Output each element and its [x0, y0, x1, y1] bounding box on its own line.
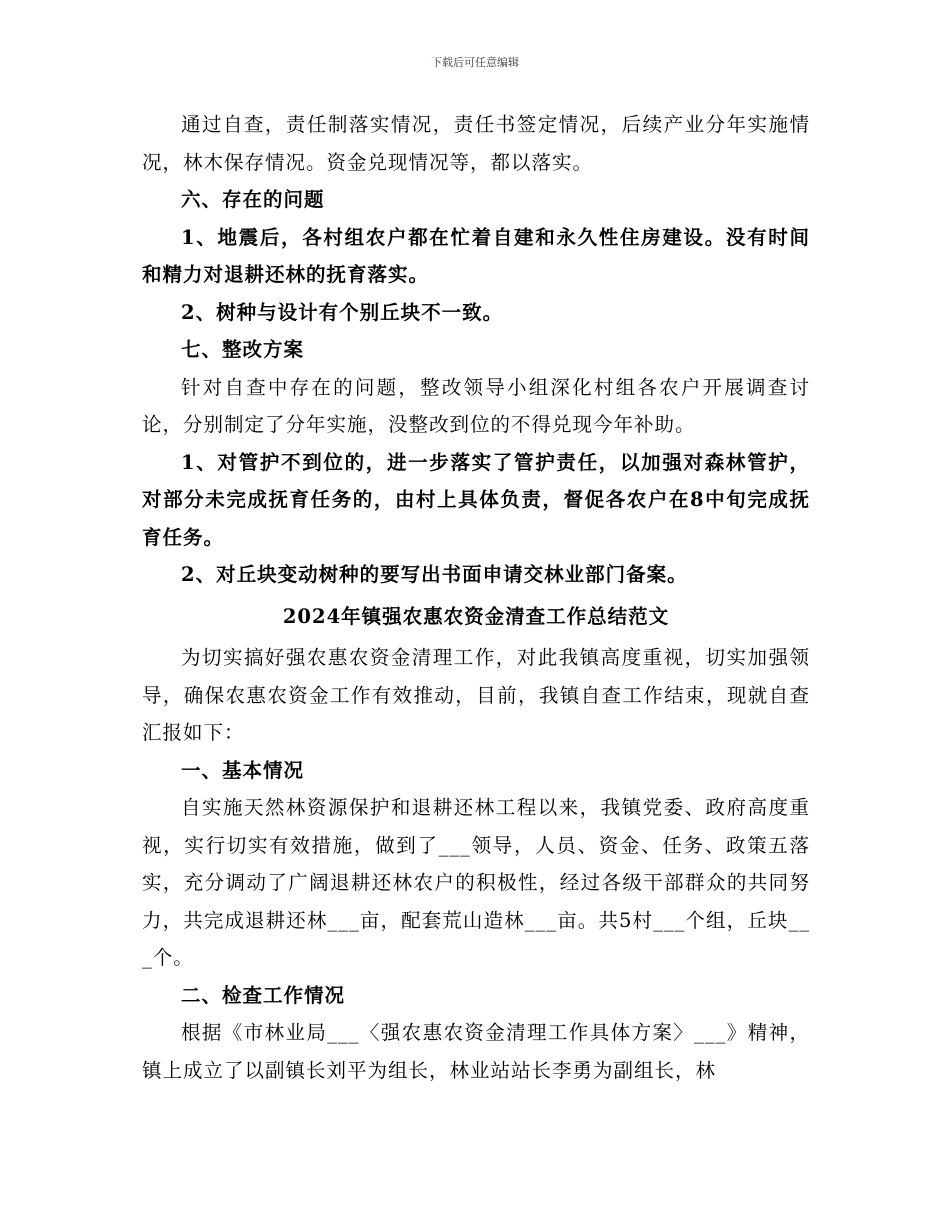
document-body	[142, 106, 810, 1089]
document-title: 2024年镇强农惠农资金清查工作总结范文	[282, 604, 670, 628]
paragraph-inspection: 根据《市林业局___〈强农惠农资金清理工作具体方案〉___》精神，镇上成立了以副镇长刘平为组长，林业站站长李勇为副组长，林	[142, 1021, 810, 1082]
paragraph-basic-situation: 自实施天然林资源保护和退耕还林工程以来，我镇党委、政府高度重视，实行切实有效措施，做到了___领导，人员、资金、任务、政策五落实，充分调动了广阔退耕还林农户的积极性，经过各级干部群众的共同努力，共完成退耕还林___亩，配套荒山造林___亩。共5村___个组，丘块___个。	[142, 796, 810, 969]
section-heading-basic-situation: 一、基本情况	[181, 758, 305, 782]
rectification-item-1: 1、对管护不到位的，进一步落实了管护责任，以加强对森林管护，对部分未完成抚育任务的，由村上具体负责，督促各农户在8中旬完成抚育任务。	[142, 450, 810, 549]
problem-item-1: 1、地震后，各村组农户都在忙着自建和永久性住房建设。没有时间和精力对退耕还林的抚育落实。	[142, 225, 810, 286]
page-header-note: 下载后可任意编辑	[431, 56, 519, 69]
problem-item-2: 2、树种与设计有个别丘块不一致。	[181, 300, 504, 324]
section-heading-rectification: 七、整改方案	[181, 338, 305, 361]
paragraph-rectification-intro: 针对自查中存在的问题，整改领导小组深化村组各农户开展调查讨论，分别制定了分年实施，没整改到位的不得兑现今年补助。	[142, 375, 810, 436]
paragraph-intro: 为切实搞好强农惠农资金清理工作，对此我镇高度重视，切实加强领导，确保农惠农资金工作有效推动，目前，我镇自查工作结束，现就自查汇报如下：	[142, 646, 810, 744]
section-heading-inspection: 二、检查工作情况	[181, 983, 346, 1007]
section-heading-problems: 六、存在的问题	[181, 188, 325, 211]
paragraph-self-check-summary: 通过自查，责任制落实情况，责任书签定情况，后续产业分年实施情况，林木保存情况。资金兑现情况等，都以落实。	[142, 113, 810, 174]
rectification-item-2: 2、对丘块变动树种的要写出书面申请交林业部门备案。	[181, 563, 688, 586]
